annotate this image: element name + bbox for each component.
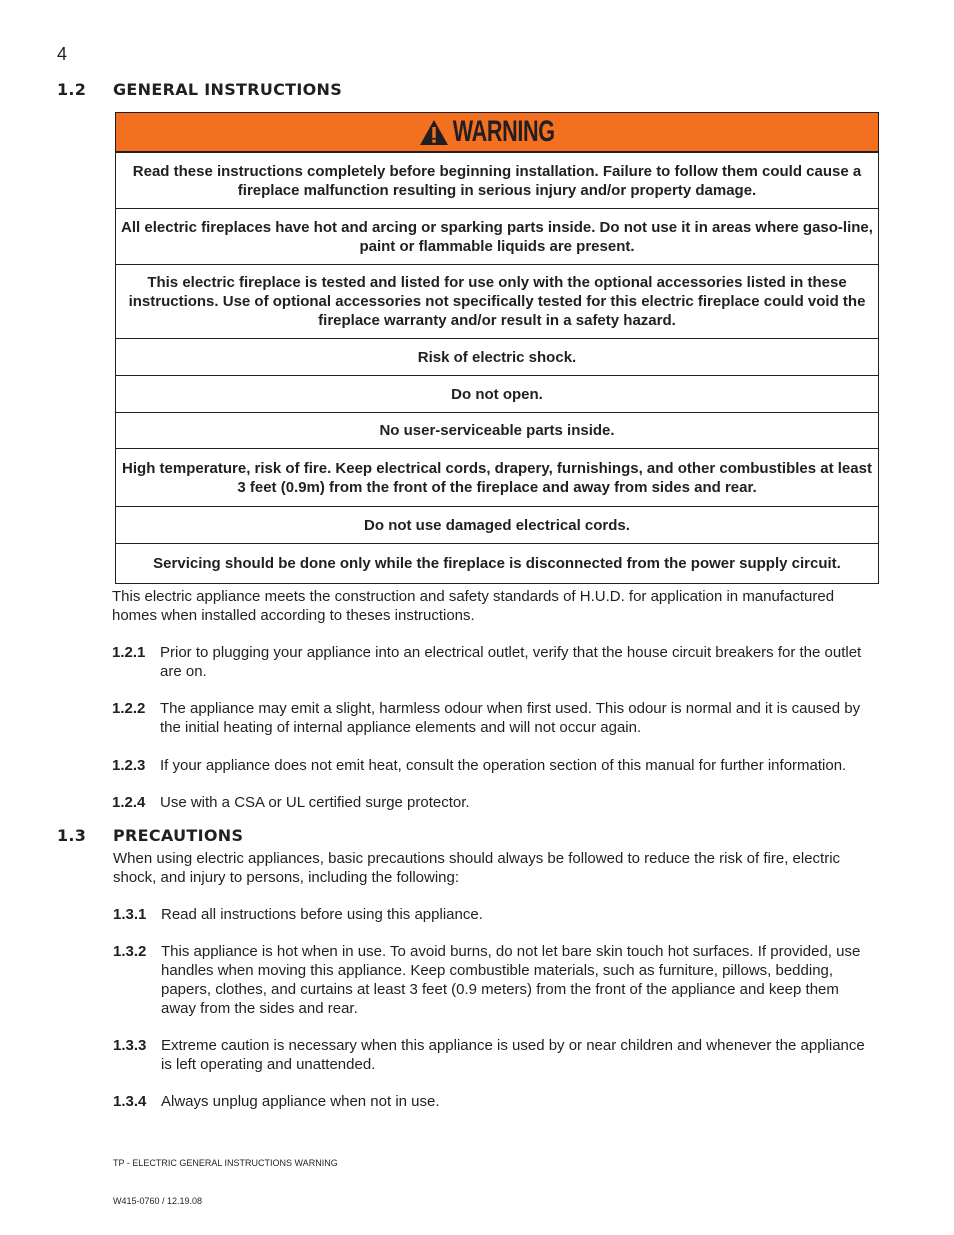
warning-title: WARNING xyxy=(453,115,555,148)
page-number: 4 xyxy=(57,44,68,64)
list-item: 1.2.4 Use with a CSA or UL certified surge protector. xyxy=(112,794,470,811)
section-number: 1.2 xyxy=(57,80,87,99)
footer-doc-number: W415-0760 / 12.19.08 xyxy=(113,1196,203,1206)
list-item: 1.3.1 Read all instructions before using this appliance. xyxy=(113,906,483,923)
warning-box xyxy=(115,112,879,584)
warning-row: Do not use damaged electrical cords. xyxy=(116,506,878,543)
warning-row: Read these instructions completely before beginning installation. Failure to follow them could cause a fireplace malfunction resulting in serious injury and/or property damage. xyxy=(116,152,878,208)
warning-row: Risk of electric shock. xyxy=(116,338,878,375)
section-title: PRECAUTIONS xyxy=(113,826,244,845)
warning-row: High temperature, risk of fire. Keep electrical cords, drapery, furnishings, and other combustibles at least 3 feet (0.9m) from the front of the fireplace and away from sides and rear. xyxy=(116,448,878,506)
warning-banner xyxy=(116,113,878,152)
warning-row: No user-serviceable parts inside. xyxy=(116,412,878,448)
precautions-intro: When using electric appliances, basic precautions should always be followed to reduce the risk of fire, electric shock, and injury to persons, including the following: xyxy=(113,850,841,886)
list-item: 1.2.1 Prior to plugging your appliance into an electrical outlet, verify that the house circuit breakers for the outlet are on. xyxy=(112,644,862,680)
section-title: GENERAL INSTRUCTIONS xyxy=(113,80,343,99)
warning-row: Do not open. xyxy=(116,375,878,412)
warning-triangle-icon xyxy=(419,119,449,146)
list-item: 1.2.2 The appliance may emit a slight, harmless odour when first used. This odour is normal and it is caused by the initial heating of internal appliance elements and will not occur again. xyxy=(112,700,861,736)
list-item: 1.3.3 Extreme caution is necessary when this appliance is used by or near children and whenever the appliance is left operating and unattended. xyxy=(113,1037,865,1073)
list-item: 1.3.2 This appliance is hot when in use. To avoid burns, do not let bare skin touch hot surfaces. If provided, use handles when moving this appliance. Keep combustible materials, such as furniture, pillows, bedding, papers, clothes, and curtains at least 3 feet (0.9 meters) from the front of the appliance and keep them away from the sides and rear. xyxy=(113,943,861,1017)
section-number: 1.3 xyxy=(57,826,87,845)
warning-row: All electric fireplaces have hot and arcing or sparking parts inside. Do not use it in areas where gaso-line, paint or flammable liquids are present. xyxy=(116,208,878,264)
section-heading-precautions xyxy=(57,826,243,845)
hud-paragraph: This electric appliance meets the construction and safety standards of H.U.D. for application in manufactured homes when installed according to theses instructions. xyxy=(112,588,835,624)
list-item: 1.3.4 Always unplug appliance when not in use. xyxy=(113,1093,440,1110)
warning-row: This electric fireplace is tested and listed for use only with the optional accessories listed in these instructions. Use of optional accessories not specifically tested for this electric fireplace could void the fireplace warranty and/or result in a safety hazard. xyxy=(116,264,878,338)
footer-label: TP - ELECTRIC GENERAL INSTRUCTIONS WARNING xyxy=(113,1158,338,1168)
list-item: 1.2.3 If your appliance does not emit heat, consult the operation section of this manual for further information. xyxy=(112,757,847,774)
section-heading-general-instructions xyxy=(57,80,342,99)
warning-row: Servicing should be done only while the fireplace is disconnected from the power supply circuit. xyxy=(116,543,878,583)
